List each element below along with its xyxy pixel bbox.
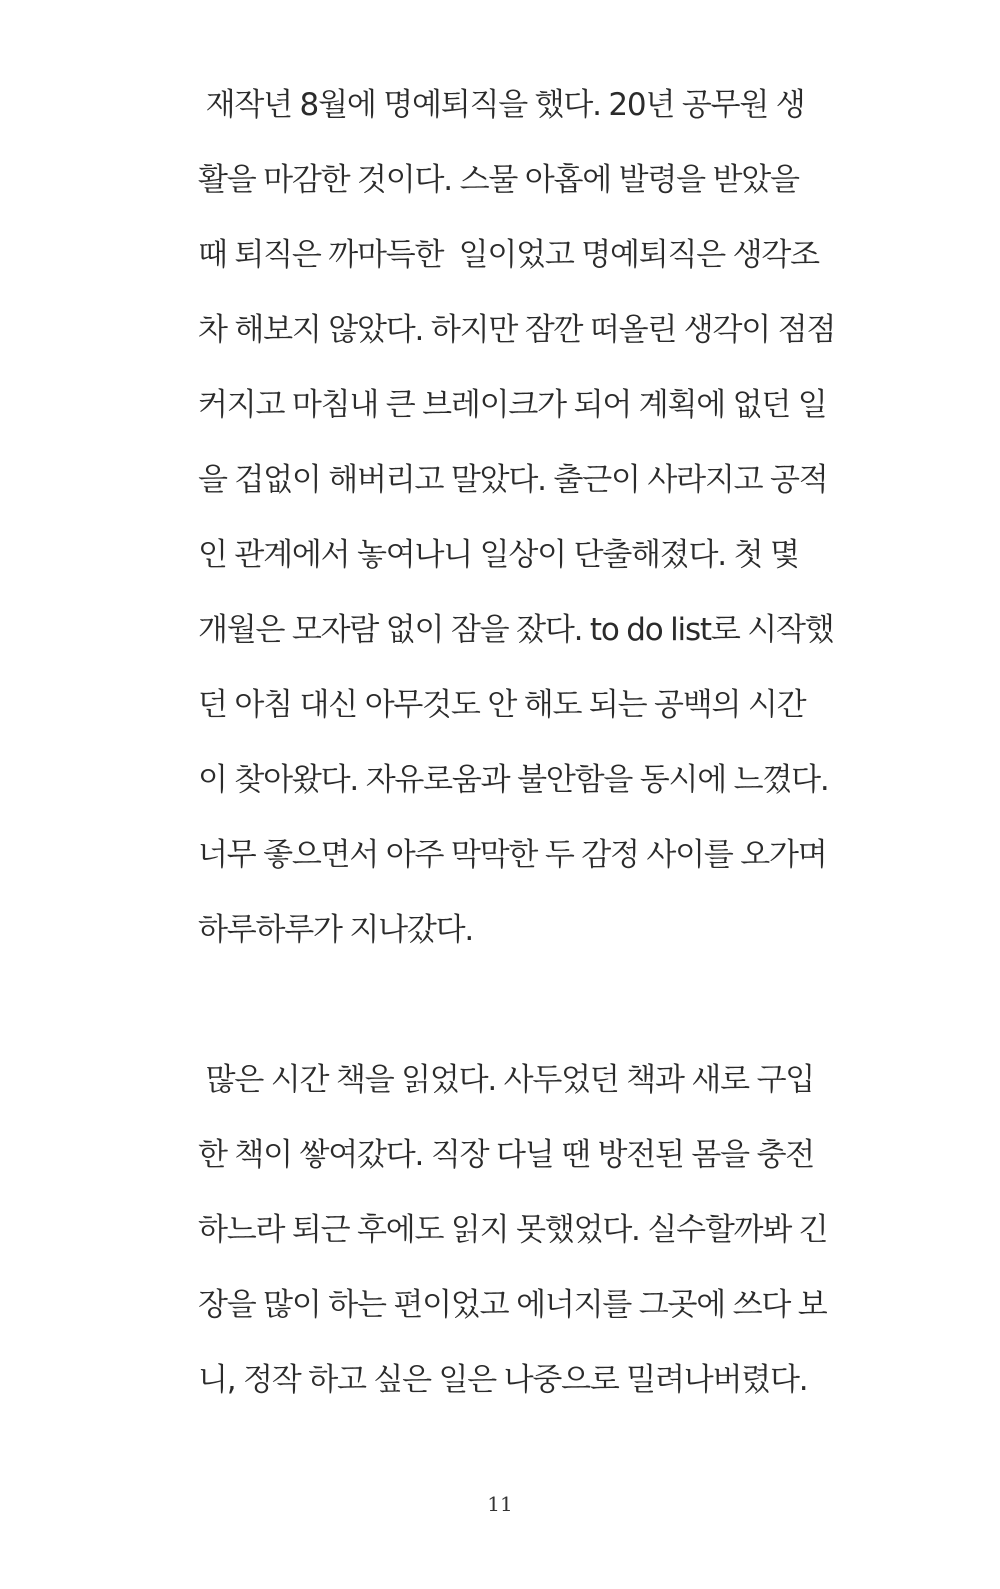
body-text xyxy=(198,68,878,1418)
text-line: 재작년 8월에 명예퇴직을 했다. 20년 공무원 생 xyxy=(198,87,805,123)
text-line: 차 해보지 않았다. 하지만 잠깐 떠올린 생각이 점점 xyxy=(198,312,836,348)
text-line: 개월은 모자람 없이 잠을 잤다. to do list로 시작했 xyxy=(198,612,834,648)
text-line: 하느라 퇴근 후에도 읽지 못했었다. 실수할까봐 긴 xyxy=(198,1212,828,1248)
text-line: 을 겁없이 해버리고 말았다. 출근이 사라지고 공적 xyxy=(198,462,828,498)
paragraph-spacer xyxy=(198,968,878,1043)
text-line: 던 아침 대신 아무것도 안 해도 되는 공백의 시간 xyxy=(198,687,806,723)
text-line: 이 찾아왔다. 자유로움과 불안함을 동시에 느꼈다. xyxy=(198,762,829,798)
text-line: 하루하루가 지나갔다. xyxy=(198,912,474,948)
text-line: 니, 정작 하고 싶은 일은 나중으로 밀려나버렸다. xyxy=(198,1362,808,1398)
text-line: 장을 많이 하는 편이었고 에너지를 그곳에 쓰다 보 xyxy=(198,1287,827,1323)
text-line: 활을 마감한 것이다. 스물 아홉에 발령을 받았을 xyxy=(198,162,799,198)
text-line: 한 책이 쌓여갔다. 직장 다닐 땐 방전된 몸을 충전 xyxy=(198,1137,815,1173)
paragraph-2 xyxy=(198,1043,878,1418)
text-line: 많은 시간 책을 읽었다. 사두었던 책과 새로 구입 xyxy=(198,1062,815,1098)
text-line: 때 퇴직은 까마득한 일이었고 명예퇴직은 생각조 xyxy=(198,237,819,273)
page-number: 11 xyxy=(487,1492,513,1516)
paragraph-1 xyxy=(198,68,878,968)
text-line: 인 관계에서 놓여나니 일상이 단출해졌다. 첫 몇 xyxy=(198,537,799,573)
text-line: 커지고 마침내 큰 브레이크가 되어 계획에 없던 일 xyxy=(198,387,827,423)
text-line: 너무 좋으면서 아주 막막한 두 감정 사이를 오가며 xyxy=(198,837,827,873)
